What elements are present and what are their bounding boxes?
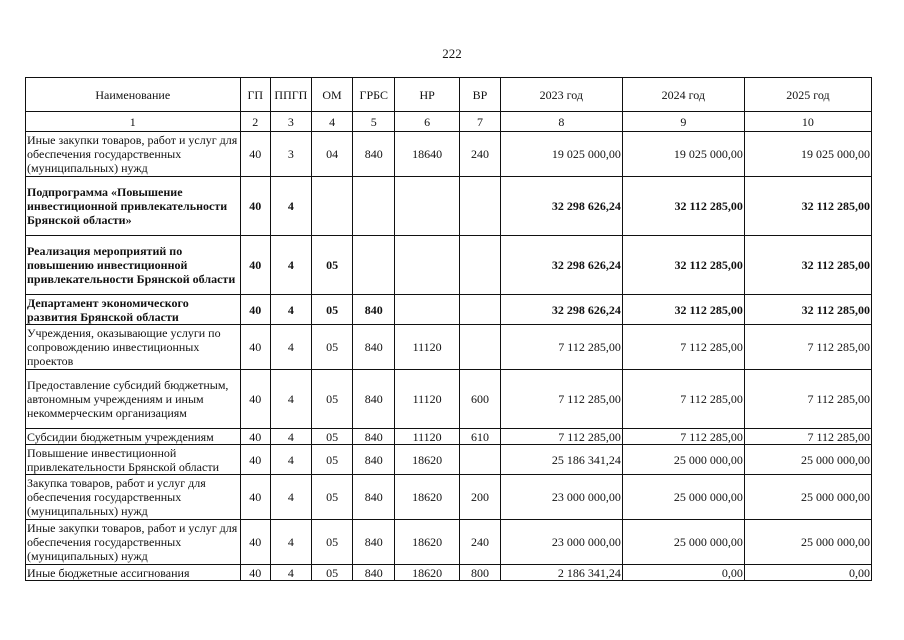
header-vr: ВР xyxy=(460,78,501,112)
row-ppgp: 4 xyxy=(271,475,312,520)
row-2025: 25 000 000,00 xyxy=(744,445,871,475)
row-ppgp: 4 xyxy=(271,445,312,475)
header-om: ОМ xyxy=(311,78,353,112)
row-grbs: 840 xyxy=(353,565,395,581)
column-number: 10 xyxy=(744,112,871,132)
row-nr: 11120 xyxy=(395,429,460,445)
row-name: Иные закупки товаров, работ и услуг для обеспечения государственных (муниципальных) нужд xyxy=(26,132,241,177)
header-2025: 2025 год xyxy=(744,78,871,112)
row-2025: 25 000 000,00 xyxy=(744,520,871,565)
row-ppgp: 4 xyxy=(271,177,312,236)
row-vr: 600 xyxy=(460,370,501,429)
row-name: Повышение инвестиционной привлекательности Брянской области xyxy=(26,445,241,475)
row-gp: 40 xyxy=(240,445,271,475)
row-nr: 18620 xyxy=(395,520,460,565)
column-number: 1 xyxy=(26,112,241,132)
table-row xyxy=(26,565,872,581)
row-om xyxy=(311,177,353,236)
row-gp: 40 xyxy=(240,132,271,177)
table-row xyxy=(26,445,872,475)
row-name: Иные закупки товаров, работ и услуг для обеспечения государственных (муниципальных) нужд xyxy=(26,520,241,565)
row-2024: 32 112 285,00 xyxy=(622,177,744,236)
row-2023: 7 112 285,00 xyxy=(500,370,622,429)
header-row xyxy=(26,78,872,112)
table-row xyxy=(26,520,872,565)
row-ppgp: 4 xyxy=(271,236,312,295)
row-ppgp: 4 xyxy=(271,325,312,370)
row-2024: 25 000 000,00 xyxy=(622,520,744,565)
row-2025: 7 112 285,00 xyxy=(744,325,871,370)
row-grbs: 840 xyxy=(353,475,395,520)
row-2025: 32 112 285,00 xyxy=(744,177,871,236)
row-grbs: 840 xyxy=(353,445,395,475)
row-2024: 25 000 000,00 xyxy=(622,445,744,475)
row-2023: 32 298 626,24 xyxy=(500,236,622,295)
row-2023: 2 186 341,24 xyxy=(500,565,622,581)
row-2025: 19 025 000,00 xyxy=(744,132,871,177)
row-gp: 40 xyxy=(240,370,271,429)
row-2024: 32 112 285,00 xyxy=(622,236,744,295)
row-gp: 40 xyxy=(240,295,271,325)
row-2023: 23 000 000,00 xyxy=(500,475,622,520)
row-om: 05 xyxy=(311,295,353,325)
row-nr: 11120 xyxy=(395,325,460,370)
table-row xyxy=(26,475,872,520)
header-2023: 2023 год xyxy=(500,78,622,112)
row-2024: 7 112 285,00 xyxy=(622,370,744,429)
row-2025: 7 112 285,00 xyxy=(744,370,871,429)
row-nr: 18620 xyxy=(395,445,460,475)
row-2025: 32 112 285,00 xyxy=(744,295,871,325)
row-vr: 610 xyxy=(460,429,501,445)
header-grbs: ГРБС xyxy=(353,78,395,112)
row-vr: 800 xyxy=(460,565,501,581)
row-om: 05 xyxy=(311,475,353,520)
row-vr xyxy=(460,445,501,475)
row-grbs: 840 xyxy=(353,520,395,565)
row-2023: 32 298 626,24 xyxy=(500,177,622,236)
row-grbs xyxy=(353,236,395,295)
row-grbs: 840 xyxy=(353,325,395,370)
column-number: 7 xyxy=(460,112,501,132)
row-gp: 40 xyxy=(240,236,271,295)
row-grbs xyxy=(353,177,395,236)
row-om: 05 xyxy=(311,520,353,565)
column-number: 8 xyxy=(500,112,622,132)
row-2023: 25 186 341,24 xyxy=(500,445,622,475)
column-number: 4 xyxy=(311,112,353,132)
row-grbs: 840 xyxy=(353,429,395,445)
header-gp: ГП xyxy=(240,78,271,112)
column-number: 3 xyxy=(271,112,312,132)
row-2023: 23 000 000,00 xyxy=(500,520,622,565)
row-name: Учреждения, оказывающие услуги по сопровождению инвестиционных проектов xyxy=(26,325,241,370)
table-row xyxy=(26,370,872,429)
row-2023: 19 025 000,00 xyxy=(500,132,622,177)
row-om: 04 xyxy=(311,132,353,177)
header-name: Наименование xyxy=(26,78,241,112)
column-number: 6 xyxy=(395,112,460,132)
row-ppgp: 4 xyxy=(271,565,312,581)
row-gp: 40 xyxy=(240,475,271,520)
row-vr: 240 xyxy=(460,132,501,177)
row-om: 05 xyxy=(311,370,353,429)
header-2024: 2024 год xyxy=(622,78,744,112)
row-name: Подпрограмма «Повышение инвестиционной привлекательности Брянской области» xyxy=(26,177,241,236)
column-number: 2 xyxy=(240,112,271,132)
row-vr xyxy=(460,236,501,295)
table-row xyxy=(26,325,872,370)
row-2024: 7 112 285,00 xyxy=(622,325,744,370)
row-2025: 32 112 285,00 xyxy=(744,236,871,295)
page-number: 222 xyxy=(442,46,462,61)
row-om: 05 xyxy=(311,325,353,370)
row-2023: 7 112 285,00 xyxy=(500,429,622,445)
row-nr xyxy=(395,236,460,295)
row-nr: 18640 xyxy=(395,132,460,177)
header-nr: НР xyxy=(395,78,460,112)
header-ppgp: ППГП xyxy=(271,78,312,112)
row-2023: 32 298 626,24 xyxy=(500,295,622,325)
row-ppgp: 4 xyxy=(271,520,312,565)
row-om: 05 xyxy=(311,565,353,581)
row-2024: 25 000 000,00 xyxy=(622,475,744,520)
row-om: 05 xyxy=(311,445,353,475)
row-nr: 18620 xyxy=(395,475,460,520)
row-vr xyxy=(460,177,501,236)
table-row xyxy=(26,132,872,177)
row-name: Иные бюджетные ассигнования xyxy=(26,565,241,581)
row-ppgp: 4 xyxy=(271,295,312,325)
budget-table xyxy=(25,77,872,581)
row-gp: 40 xyxy=(240,325,271,370)
column-number-row xyxy=(26,112,872,132)
row-nr xyxy=(395,295,460,325)
row-name: Субсидии бюджетным учреждениям xyxy=(26,429,241,445)
row-om: 05 xyxy=(311,429,353,445)
row-2023: 7 112 285,00 xyxy=(500,325,622,370)
table-row xyxy=(26,295,872,325)
row-2024: 32 112 285,00 xyxy=(622,295,744,325)
row-nr: 11120 xyxy=(395,370,460,429)
row-ppgp: 4 xyxy=(271,370,312,429)
row-gp: 40 xyxy=(240,429,271,445)
table-row xyxy=(26,177,872,236)
row-ppgp: 4 xyxy=(271,429,312,445)
column-number: 5 xyxy=(353,112,395,132)
table-row xyxy=(26,236,872,295)
row-grbs: 840 xyxy=(353,132,395,177)
row-vr xyxy=(460,325,501,370)
row-vr: 200 xyxy=(460,475,501,520)
row-gp: 40 xyxy=(240,565,271,581)
row-vr xyxy=(460,295,501,325)
row-2025: 7 112 285,00 xyxy=(744,429,871,445)
row-2024: 7 112 285,00 xyxy=(622,429,744,445)
column-number: 9 xyxy=(622,112,744,132)
row-gp: 40 xyxy=(240,177,271,236)
row-2024: 0,00 xyxy=(622,565,744,581)
row-name: Закупка товаров, работ и услуг для обеспечения государственных (муниципальных) нужд xyxy=(26,475,241,520)
row-name: Предоставление субсидий бюджетным, автономным учреждениям и иным некоммерческим организациям xyxy=(26,370,241,429)
row-nr: 18620 xyxy=(395,565,460,581)
row-2025: 0,00 xyxy=(744,565,871,581)
row-grbs: 840 xyxy=(353,370,395,429)
row-name: Реализация мероприятий по повышению инвестиционной привлекательности Брянской области xyxy=(26,236,241,295)
row-om: 05 xyxy=(311,236,353,295)
row-2025: 25 000 000,00 xyxy=(744,475,871,520)
row-ppgp: 3 xyxy=(271,132,312,177)
row-nr xyxy=(395,177,460,236)
table-row xyxy=(26,429,872,445)
row-name: Департамент экономического развития Брянской области xyxy=(26,295,241,325)
row-vr: 240 xyxy=(460,520,501,565)
row-gp: 40 xyxy=(240,520,271,565)
row-2024: 19 025 000,00 xyxy=(622,132,744,177)
row-grbs: 840 xyxy=(353,295,395,325)
